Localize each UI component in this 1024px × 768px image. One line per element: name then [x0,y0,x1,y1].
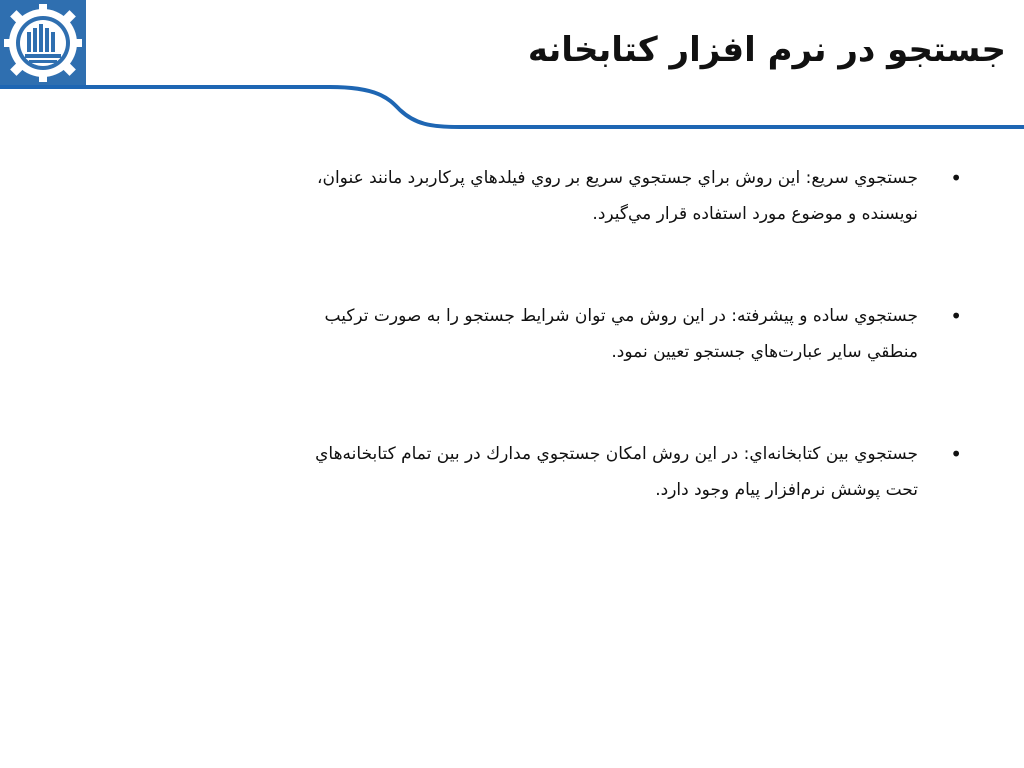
slide-title: جستجو در نرم افزار کتابخانه [527,30,1006,70]
bullet-dot-icon: • [950,166,962,190]
bullet-line: منطقي ساير عبارت‌هاي جستجو تعيين نمود. [611,342,918,362]
bullet-line: جستجوي ساده و پيشرفته: در اين روش مي توان شرايط جستجو را به صورت ترکيب [324,306,918,326]
university-gear-emblem-icon [0,0,86,86]
bullet-list [90,160,962,574]
bullet-line: تحت پوشش نرم‌افزار پيام وجود دارد. [655,480,918,500]
bullet-dot-icon: • [950,442,962,466]
bullet-quick-search [90,160,962,232]
bullet-line: جستجوي سريع: اين روش براي جستجوي سريع بر روي فيلدهاي پرکاربرد مانند عنوان، [316,168,918,188]
header-divider [0,80,1024,136]
university-logo [0,0,86,86]
bullet-line: جستجوي بين کتابخانه‌اي: در اين روش امکان جستجوي مدارك در بين تمام کتابخانه‌هاي [315,444,918,464]
bullet-interlibrary-search [90,436,962,508]
bullet-line: نويسنده و موضوع مورد استفاده قرار مي‌گيرد. [592,204,918,224]
bullet-dot-icon: • [950,304,962,328]
bullet-simple-advanced-search [90,298,962,370]
